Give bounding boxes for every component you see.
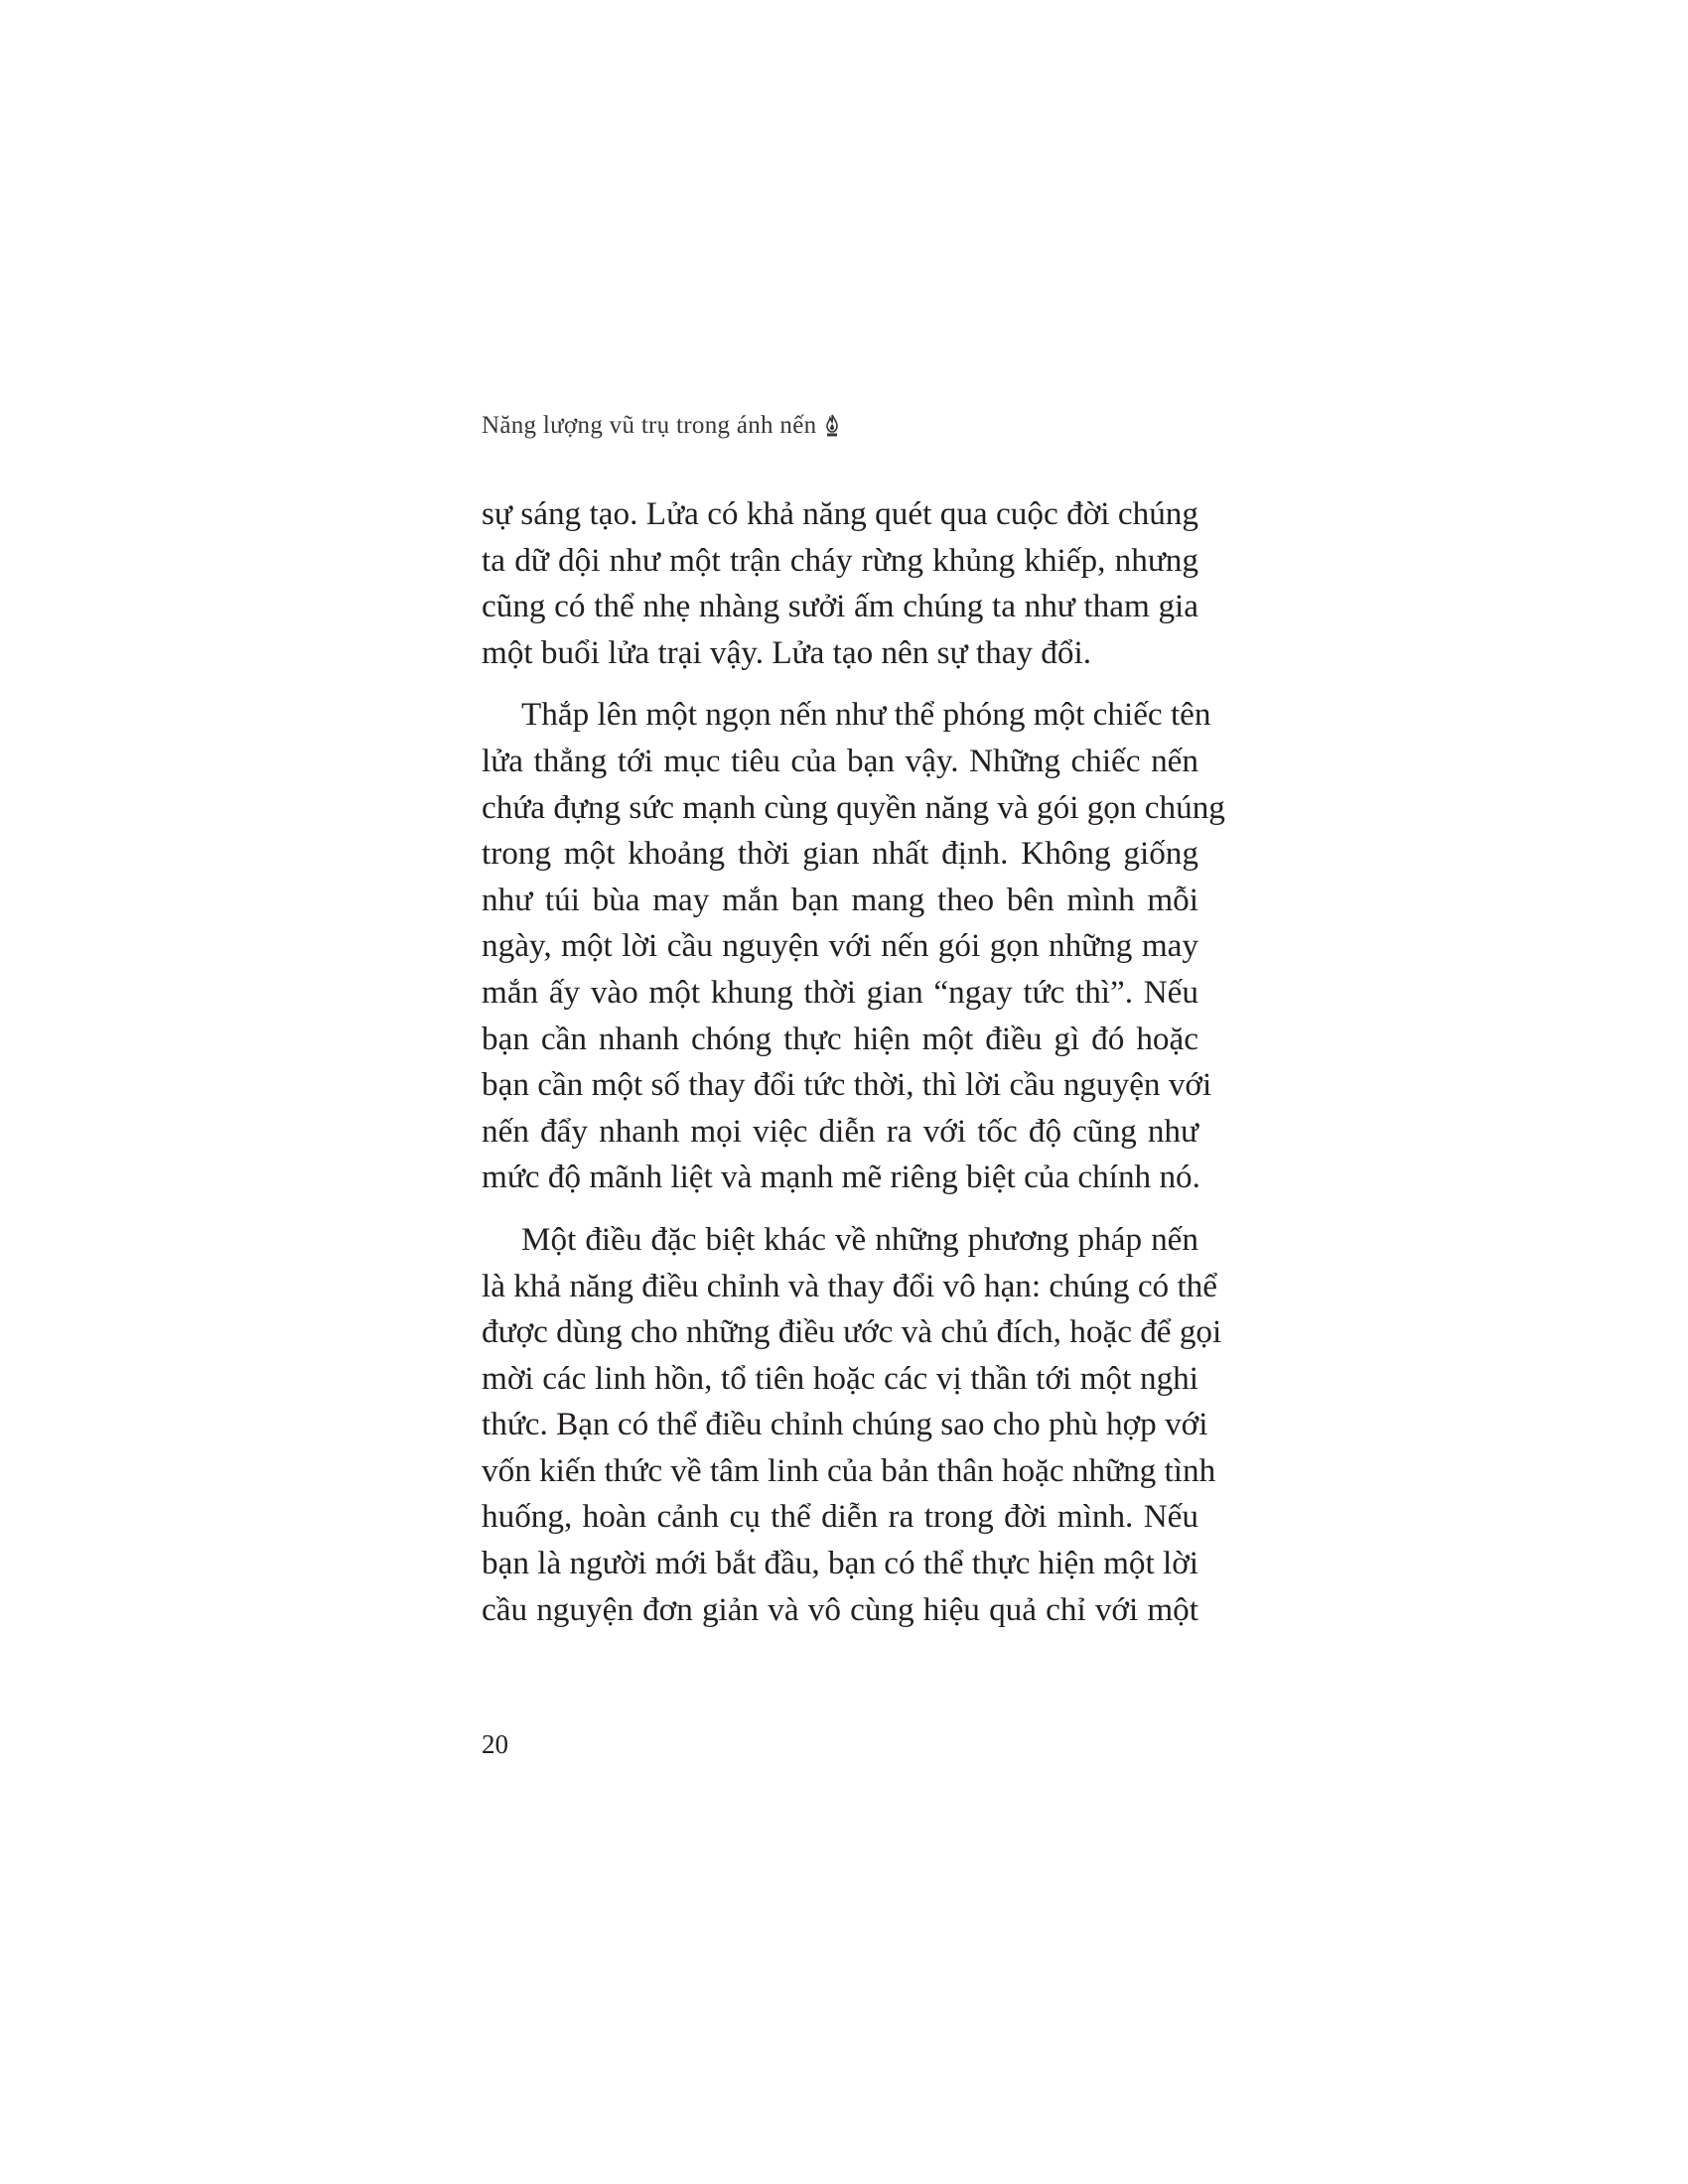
text-line: Thắp lên một ngọn nến như thể phóng một chiếc tên xyxy=(521,696,1211,734)
text-line: bạn là người mới bắt đầu, bạn có thể thực hiện một lời xyxy=(482,1545,1198,1582)
running-title: Năng lượng vũ trụ trong ánh nến xyxy=(482,412,817,439)
paragraph-2 xyxy=(482,692,1225,1201)
candle-flame-icon xyxy=(824,414,840,438)
text-line: huống, hoàn cảnh cụ thể diễn ra trong đời mình. Nếu xyxy=(482,1498,1198,1536)
text-line: như túi bùa may mắn bạn mang theo bên mình mỗi xyxy=(482,881,1198,918)
text-line: sự sáng tạo. Lửa có khả năng quét qua cuộc đời chúng xyxy=(482,495,1198,532)
text-line: bạn cần nhanh chóng thực hiện một điều gì đó hoặc xyxy=(482,1020,1198,1057)
text-line: lửa thẳng tới mục tiêu của bạn vậy. Những chiếc nến xyxy=(482,742,1198,779)
body-text xyxy=(482,491,1225,1633)
text-line: bạn cần một số thay đổi tức thời, thì lời cầu nguyện với xyxy=(482,1066,1212,1104)
running-header xyxy=(482,412,840,440)
paragraph-1 xyxy=(482,491,1198,676)
text-line: mức độ mãnh liệt và mạnh mẽ riêng biệt của chính nó. xyxy=(482,1159,1200,1196)
text-line: được dùng cho những điều ước và chủ đích, hoặc để gọi xyxy=(482,1313,1222,1351)
text-line: là khả năng điều chỉnh và thay đổi vô hạn: chúng có thể xyxy=(482,1267,1217,1304)
text-line: nến đẩy nhanh mọi việc diễn ra với tốc độ cũng như xyxy=(482,1112,1198,1150)
paragraph-3 xyxy=(482,1217,1222,1633)
text-line: ngày, một lời cầu nguyện với nến gói gọn những may xyxy=(482,927,1198,965)
text-line: Một điều đặc biệt khác về những phương pháp nến xyxy=(521,1220,1198,1258)
text-line: trong một khoảng thời gian nhất định. Không giống xyxy=(482,835,1198,873)
text-line: cầu nguyện đơn giản và vô cùng hiệu quả chỉ với một xyxy=(482,1590,1198,1628)
text-line: mắn ấy vào một khung thời gian “ngay tức thì”. Nếu xyxy=(482,973,1198,1011)
text-line: một buổi lửa trại vậy. Lửa tạo nên sự thay đổi. xyxy=(482,633,1092,671)
text-line: ta dữ dội như một trận cháy rừng khủng khiếp, nhưng xyxy=(482,541,1198,579)
text-line: cũng có thể nhẹ nhàng sưởi ấm chúng ta như tham gia xyxy=(482,588,1198,625)
page-number: 20 xyxy=(482,1729,508,1759)
text-line: vốn kiến thức về tâm linh của bản thân hoặc những tình xyxy=(482,1451,1216,1489)
text-line: thức. Bạn có thể điều chỉnh chúng sao cho phù hợp với xyxy=(482,1406,1208,1443)
text-line: mời các linh hồn, tổ tiên hoặc các vị thần tới một nghi xyxy=(482,1359,1198,1397)
text-line: chứa đựng sức mạnh cùng quyền năng và gói gọn chúng xyxy=(482,788,1225,826)
